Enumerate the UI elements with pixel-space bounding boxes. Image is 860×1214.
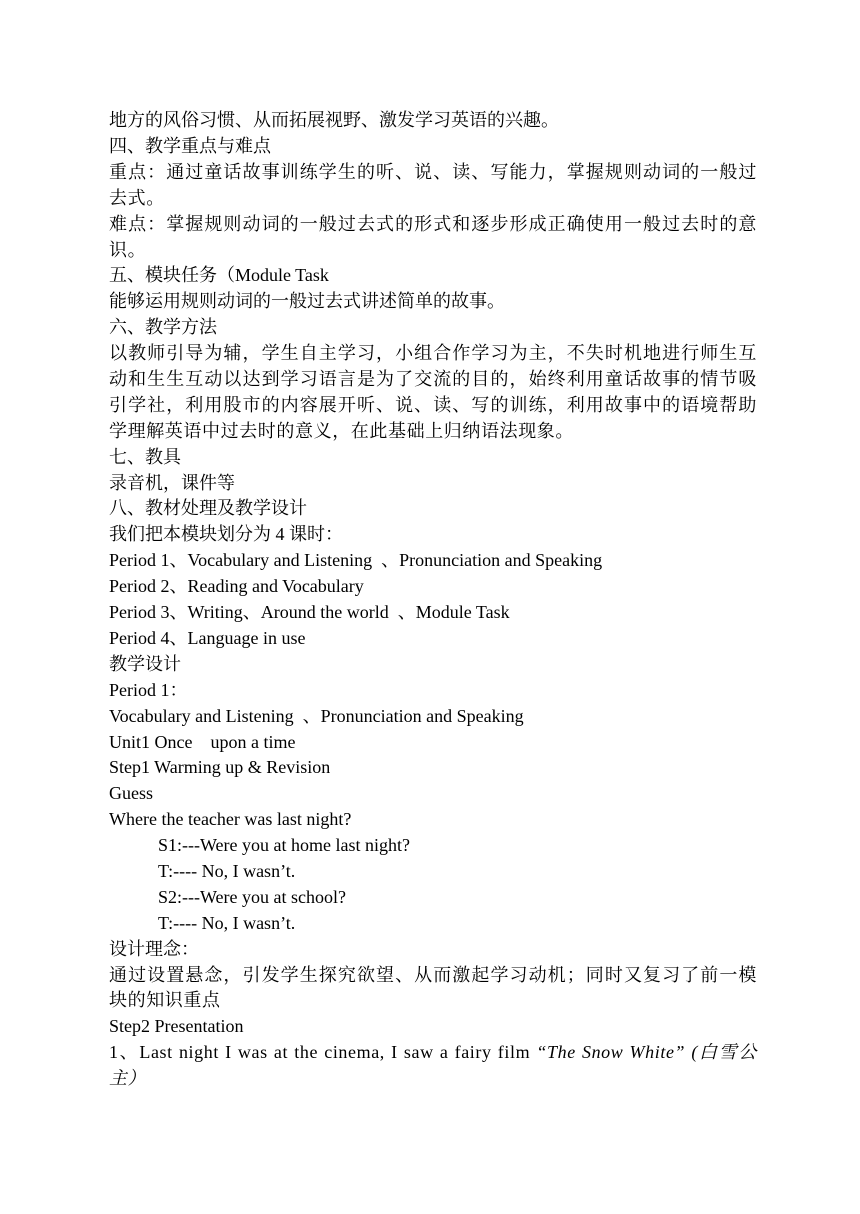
activity-guess: Guess	[109, 783, 153, 804]
film-title: “The Snow White” (白雪公主）	[109, 1042, 757, 1089]
period-topic: Vocabulary and Listening 、Pronunciation and Speaking	[109, 705, 524, 726]
design-concept-text: 通过设置悬念，引发学生探究欲望、从而激起学习动机；同时又复习了前一模块的知识重点	[109, 964, 757, 1011]
step-2-title: Step2 Presentation	[109, 1016, 244, 1037]
section-heading-module-task: 五、模块任务（Module Task	[109, 265, 329, 286]
period-label: Period 1：	[109, 679, 188, 700]
step-1-title: Step1 Warming up & Revision	[109, 757, 331, 778]
dialogue-line: T:---- No, I wasn’t.	[158, 860, 296, 881]
dialogue-line: S2:---Were you at school?	[158, 886, 346, 907]
paragraph-difficult-point: 难点：掌握规则动词的一般过去式的形式和逐步形成正确使用一般过去时的意识。	[109, 213, 757, 260]
paragraph-key-point: 重点：通过童话故事训练学生的听、说、读、写能力，掌握规则动词的一般过去式。	[109, 161, 757, 208]
section-heading-teaching-methods: 六、教学方法	[109, 317, 217, 338]
period-2-line: Period 2、Reading and Vocabulary	[109, 576, 364, 597]
unit-title: Unit1 Once upon a time	[109, 731, 296, 752]
paragraph-line: 地方的风俗习惯、从而拓展视野、激发学习英语的兴趣。	[109, 110, 559, 130]
period-4-line: Period 4、Language in use	[109, 627, 306, 648]
period-3-line: Period 3、Writing、Around the world 、Module Task	[109, 602, 510, 623]
section-heading-textbook-design: 八、教材处理及教学设计	[109, 498, 307, 519]
dialogue-line: S1:---Were you at home last night?	[158, 835, 410, 856]
document-page	[109, 108, 757, 1092]
paragraph-periods-intro: 我们把本模块划分为 4 课时：	[109, 524, 343, 545]
presentation-item-1	[109, 1040, 757, 1092]
guess-question: Where the teacher was last night?	[109, 809, 352, 830]
paragraph-teaching-aids: 录音机，课件等	[109, 472, 235, 493]
heading-teaching-design: 教学设计	[109, 653, 181, 674]
section-heading-key-points: 四、教学重点与难点	[109, 135, 271, 156]
paragraph-teaching-methods: 以教师引导为辅，学生自主学习，小组合作学习为主，不失时机地进行师生互动和生生互动以达到学习语言是为了交流的目的，始终利用童话故事的情节吸引学社，利用股市的内容展开听、说、读、写的训练，利用故事中的语境帮助学理解英语中过去时的意义，在此基础上归纳语法现象。	[109, 343, 757, 441]
presentation-text: 1、Last night I was at the cinema, I saw a fairy film	[109, 1042, 537, 1063]
section-heading-teaching-aids: 七、教具	[109, 446, 181, 467]
period-1-line: Period 1、Vocabulary and Listening 、Pronunciation and Speaking	[109, 550, 603, 571]
paragraph-module-task: 能够运用规则动词的一般过去式讲述简单的故事。	[109, 291, 505, 312]
dialogue-line: T:---- No, I wasn’t.	[158, 912, 296, 933]
design-concept-label: 设计理念：	[109, 938, 199, 959]
